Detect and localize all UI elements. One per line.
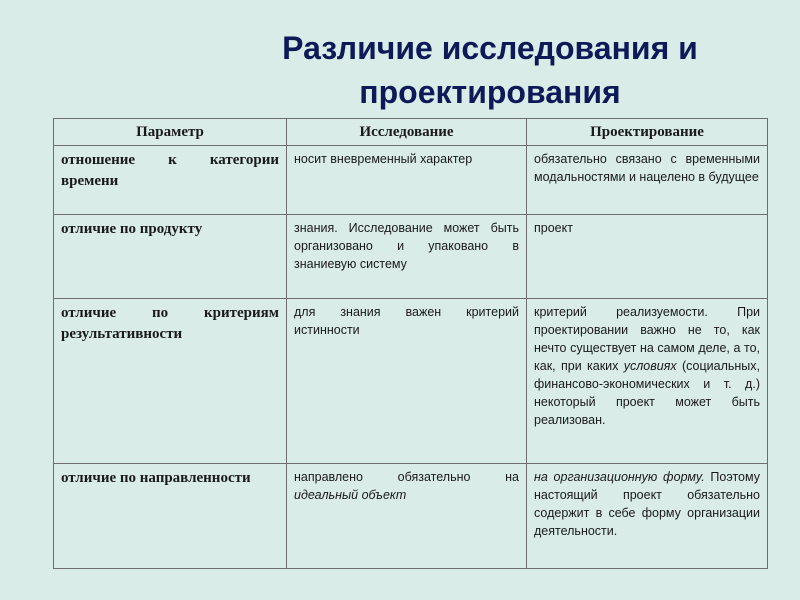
- row-parameter: отличие по направленности: [54, 464, 287, 569]
- design-text-end: Поэтому настоящий проект обязательно содержит в себе форму организации деятельности.: [534, 470, 760, 538]
- row-design: проект: [527, 215, 768, 299]
- research-text-italic: идеальный объект: [294, 488, 407, 502]
- slide-title: Различие исследования и проектирования: [282, 30, 698, 110]
- row-parameter: отношение к категории времени: [54, 146, 287, 215]
- table-row: [54, 146, 768, 215]
- header-research: Исследование: [287, 119, 527, 146]
- row-design: [527, 464, 768, 569]
- design-text-end: (социальных, финансово-экономических и т. д.) некоторый проект может быть реализован.: [534, 359, 760, 427]
- row-design: [527, 299, 768, 464]
- header-parameter: Параметр: [54, 119, 287, 146]
- row-research: [287, 464, 527, 569]
- table-row: [54, 299, 768, 464]
- header-design: Проектирование: [527, 119, 768, 146]
- table-row: [54, 215, 768, 299]
- design-text-italic: условиях: [623, 359, 677, 373]
- design-text-italic: на организационную форму.: [534, 470, 705, 484]
- row-design: обязательно связано с временными модальностями и нацелено в будущее: [527, 146, 768, 215]
- row-research: для знания важен критерий истинности: [287, 299, 527, 464]
- row-parameter: отличие по критериям результативности: [54, 299, 287, 464]
- row-research: знания. Исследование может быть организовано и упаковано в знаниевую систему: [287, 215, 527, 299]
- row-research: носит вневременный характер: [287, 146, 527, 215]
- table-row: [54, 464, 768, 569]
- row-parameter: отличие по продукту: [54, 215, 287, 299]
- table-header-row: [54, 119, 768, 146]
- research-text-start: направлено обязательно на: [294, 470, 519, 484]
- design-text-start: критерий реализуемости. При проектировании важно не то, как нечто существует на самом деле, а то, как, при каких: [534, 305, 760, 373]
- comparison-table: [53, 118, 768, 569]
